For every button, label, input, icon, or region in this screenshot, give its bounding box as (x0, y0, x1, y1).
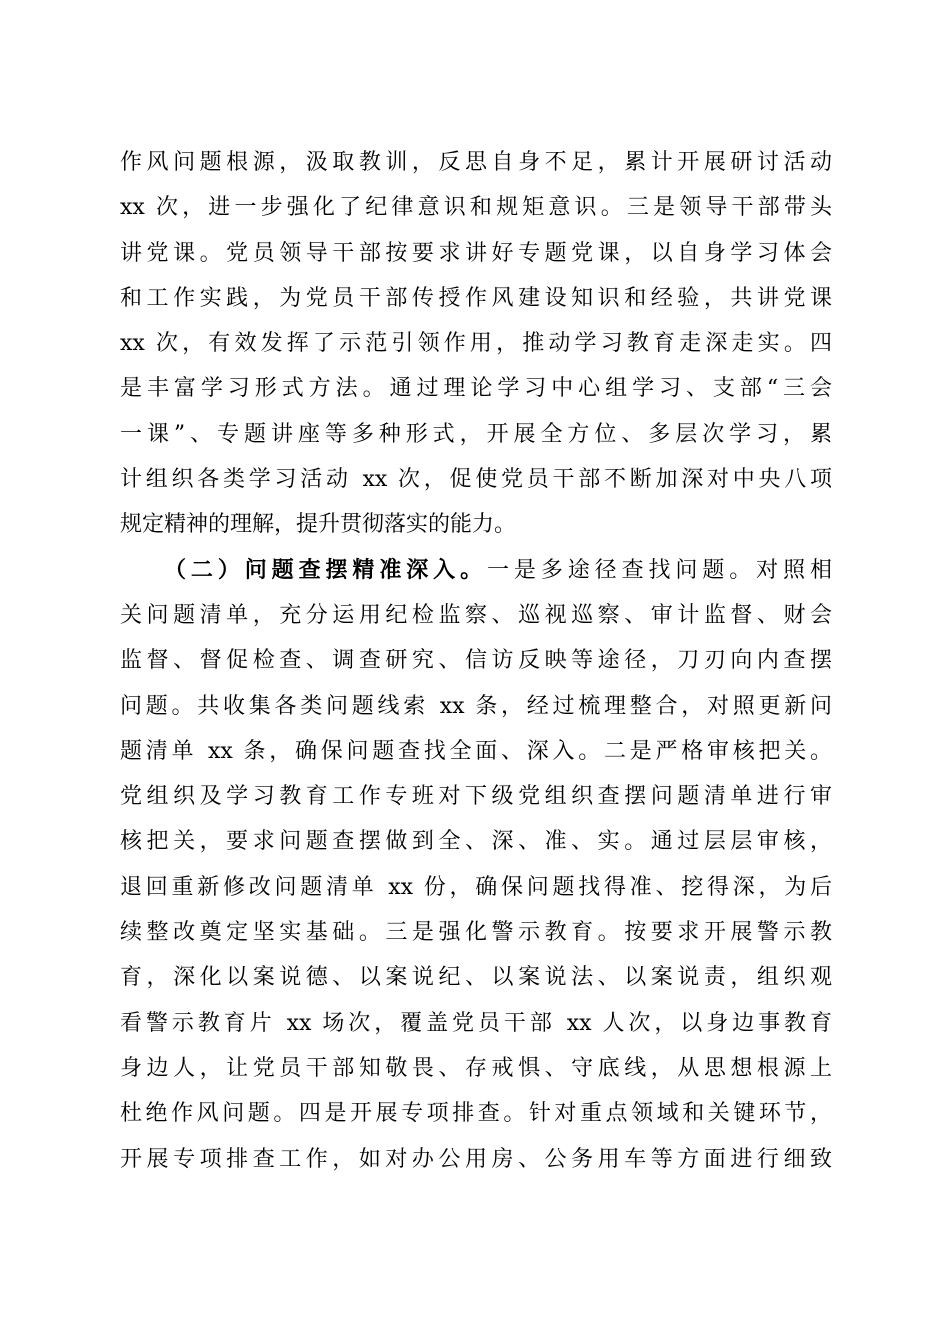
document-body (120, 140, 832, 1182)
paragraph-2-line-8: 退回重新修改问题清单 xx 份，确保问题找得准、挖得深，为后 (120, 874, 832, 900)
paragraph-2-line-4: 问题。共收集各类问题线索 xx 条，经过梳理整合，对照更新问 (120, 693, 832, 719)
paragraph-1-line-4: 和工作实践，为党员干部传授作风建设知识和经验，共讲党课 (120, 285, 832, 311)
paragraph-2-line-12: 身边人，让党员干部知敬畏、存戒惧、守底线，从思想根源上 (120, 1055, 832, 1081)
paragraph-2-line-13: 杜绝作风问题。四是开展专项排查。针对重点领域和关键环节， (120, 1101, 832, 1127)
paragraph-2-line-1 (120, 548, 832, 593)
paragraph-1-line-6: 是丰富学习形式方法。通过理论学习中心组学习、支部“三会 (120, 376, 832, 402)
paragraph-2-line-5: 题清单 xx 条，确保问题查找全面、深入。二是严格审核把关。 (120, 738, 832, 764)
paragraph-2-line-3: 监督、督促检查、调查研究、信访反映等途径，刀刃向内查摆 (120, 648, 832, 674)
paragraph-1-line-1: 作风问题根源，汲取教训，反思自身不足，累计开展研讨活动 (120, 150, 832, 175)
section-heading: （二）问题查摆精准深入。 (164, 556, 487, 583)
paragraph-2-line-14: 开展专项排查工作，如对办公用房、公务用车等方面进行细致 (120, 1146, 832, 1172)
paragraph-1-line-2: xx 次，进一步强化了纪律意识和规矩意识。三是领导干部带头 (120, 195, 832, 221)
paragraph-1-line-5: xx 次，有效发挥了示范引领作用，推动学习教育走深走实。四 (120, 331, 832, 357)
paragraph-2-line-11: 看警示教育片 xx 场次，覆盖党员干部 xx 人次，以身边事教育 (120, 1010, 832, 1036)
paragraph-2-line-6: 党组织及学习教育工作专班对下级党组织查摆问题清单进行审 (120, 784, 832, 810)
paragraph-1-line-9: 规定精神的理解，提升贯彻落实的能力。 (120, 512, 517, 538)
paragraph-2-line-2: 关问题清单，充分运用纪检监察、巡视巡察、审计监督、财会 (120, 602, 832, 628)
paragraph-1-line-8: 计组织各类学习活动 xx 次，促使党员干部不断加深对中央八项 (120, 467, 832, 493)
paragraph-1-line-3: 讲党课。党员领导干部按要求讲好专题党课，以自身学习体会 (120, 240, 832, 266)
paragraph-2-line-9: 续整改奠定坚实基础。三是强化警示教育。按要求开展警示教 (120, 920, 832, 946)
paragraph-2-line-10: 育，深化以案说德、以案说纪、以案说法、以案说责，组织观 (120, 965, 832, 991)
paragraph-2-line-1-rest: 一是多途径查找问题。对照相 (487, 557, 832, 583)
paragraph-1-line-7: 一课”、专题讲座等多种形式，开展全方位、多层次学习，累 (120, 421, 832, 447)
paragraph-2-line-7: 核把关，要求问题查摆做到全、深、准、实。通过层层审核， (120, 829, 832, 855)
